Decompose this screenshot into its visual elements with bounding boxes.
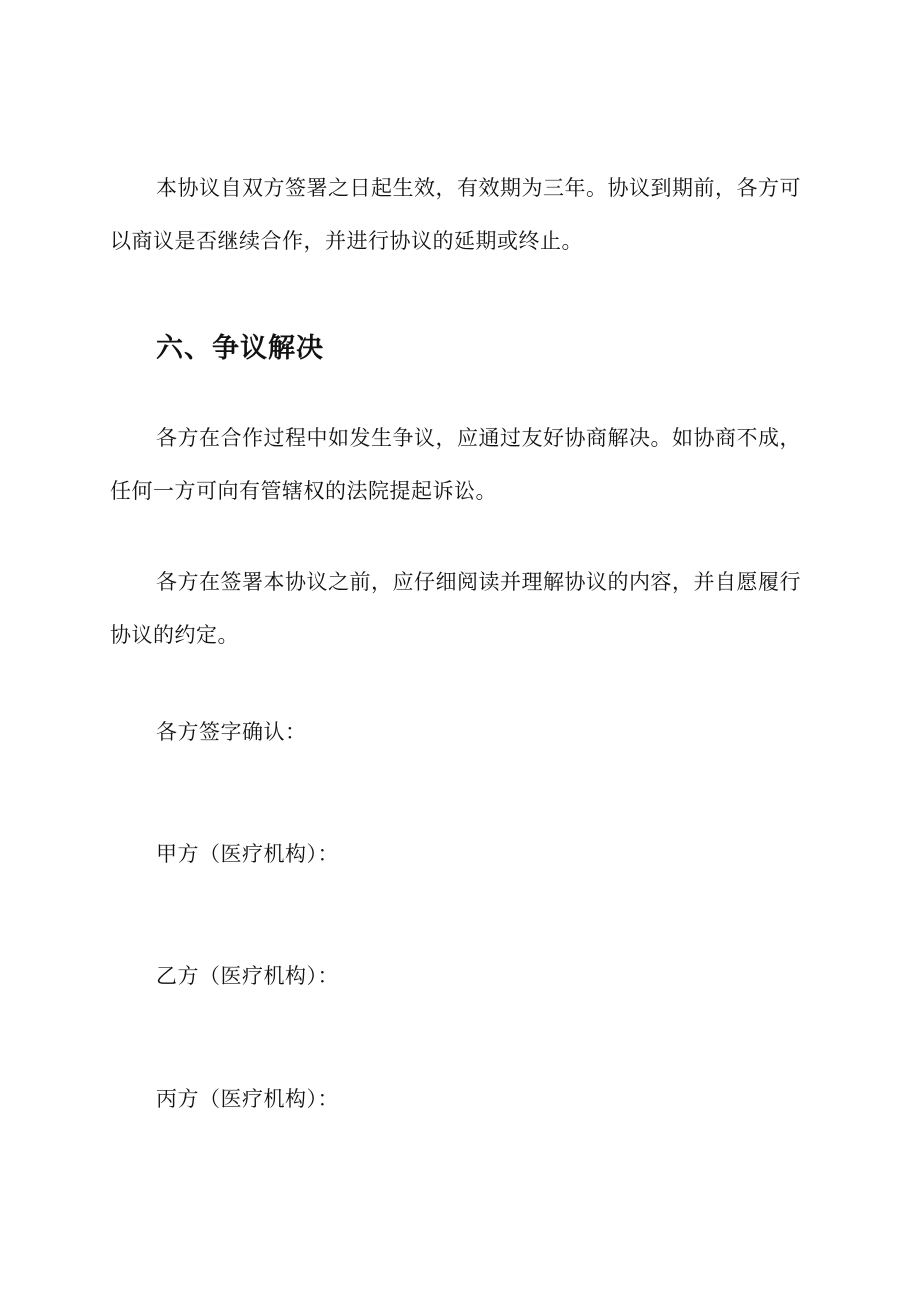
party-c-signature-line: 丙方（医疗机构）：	[156, 1087, 339, 1111]
party-a-signature-line: 甲方（医疗机构）：	[156, 842, 339, 866]
signature-prompt: 各方签字确认：	[156, 720, 307, 744]
term-paragraph: 本协议自双方签署之日起生效，有效期为三年。协议到期前，各方可以商议是否继续合作，并进行协议的延期或终止。	[110, 176, 801, 253]
reading-paragraph: 各方在签署本协议之前，应仔细阅读并理解协议的内容，并自愿履行协议的约定。	[110, 570, 801, 647]
party-b-signature-line: 乙方（医疗机构）：	[156, 964, 339, 988]
dispute-paragraph: 各方在合作过程中如发生争议，应通过友好协商解决。如协商不成，任何一方可向有管辖权的法院提起诉讼。	[110, 426, 801, 503]
section-heading: 六、争议解决	[156, 333, 324, 364]
